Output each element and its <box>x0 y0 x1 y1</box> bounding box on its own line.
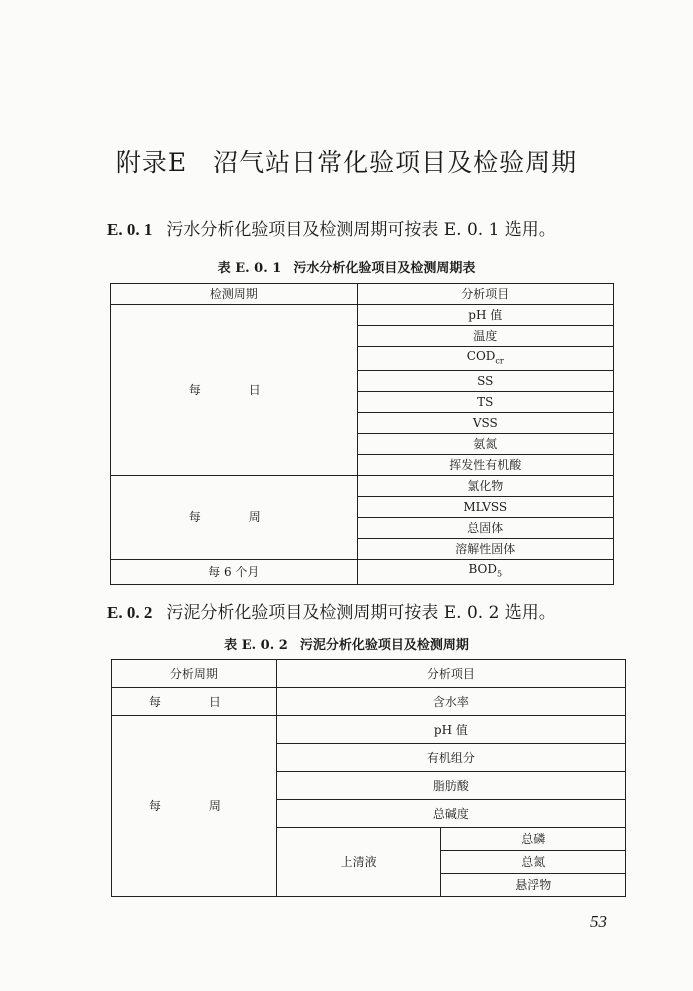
item-cell: 挥发性有机酸 <box>357 455 613 476</box>
section-text: 污水分析化验项目及检测周期可按表 E. 0. 1 选用。 <box>166 220 556 240</box>
period-cell: 每 周 <box>112 716 277 897</box>
item-cell: $BOD_5$ <box>357 560 613 584</box>
page-title: 附录E 沼气站日常化验项目及检验周期 <box>115 148 578 177</box>
table-row <box>111 305 614 326</box>
caption-number: 表 E. 0. 2 <box>224 638 288 653</box>
item-cell: pH 值 <box>357 305 613 326</box>
item-cell: 总碱度 <box>276 800 625 828</box>
section-number: E. 0. 1 <box>107 220 153 239</box>
header-cell: 分析周期 <box>112 660 277 688</box>
table-row <box>111 560 614 584</box>
period-cell: 每 6 个月 <box>111 560 358 584</box>
item-cell: 有机组分 <box>276 744 625 772</box>
item-cell: 总磷 <box>441 828 626 851</box>
caption-text: 污泥分析化验项目及检测周期 <box>299 638 469 653</box>
table-header-row <box>111 284 614 305</box>
item-cell: $COD_{cr}$ <box>357 347 613 371</box>
item-cell: 含水率 <box>276 688 625 716</box>
item-cell: 悬浮物 <box>441 874 626 897</box>
table-row <box>112 716 626 744</box>
section-e02-heading <box>107 598 556 623</box>
item-cell: 氨氮 <box>357 434 613 455</box>
header-cell: 检测周期 <box>111 284 358 305</box>
period-cell: 每 日 <box>111 305 358 476</box>
item-cell: VSS <box>357 413 613 434</box>
item-cell: 氯化物 <box>357 476 613 497</box>
caption-text: 污水分析化验项目及检测周期表 <box>293 261 476 276</box>
table-row <box>111 476 614 497</box>
page-number: 53 <box>590 912 607 931</box>
header-cell: 分析项目 <box>357 284 613 305</box>
item-cell: MLVSS <box>357 497 613 518</box>
section-text: 污泥分析化验项目及检测周期可按表 E. 0. 2 选用。 <box>166 603 556 623</box>
period-cell: 每 日 <box>112 688 277 716</box>
subgroup-cell: 上清液 <box>276 828 441 897</box>
section-number: E. 0. 2 <box>107 603 153 622</box>
header-cell: 分析项目 <box>276 660 625 688</box>
item-cell: 温度 <box>357 326 613 347</box>
table-e02 <box>111 659 626 897</box>
table-e01-caption <box>0 257 693 276</box>
item-cell: TS <box>357 392 613 413</box>
period-cell: 每 周 <box>111 476 358 560</box>
table-e01 <box>110 283 614 585</box>
section-e01-heading <box>107 215 556 240</box>
item-cell: 溶解性固体 <box>357 539 613 560</box>
item-cell: 脂肪酸 <box>276 772 625 800</box>
table-e02-caption <box>0 634 693 653</box>
caption-number: 表 E. 0. 1 <box>217 261 282 276</box>
table-row <box>112 688 626 716</box>
table-header-row <box>112 660 626 688</box>
item-cell: pH 值 <box>276 716 625 744</box>
item-cell: 总固体 <box>357 518 613 539</box>
item-cell: SS <box>357 371 613 392</box>
item-cell: 总氮 <box>441 851 626 874</box>
